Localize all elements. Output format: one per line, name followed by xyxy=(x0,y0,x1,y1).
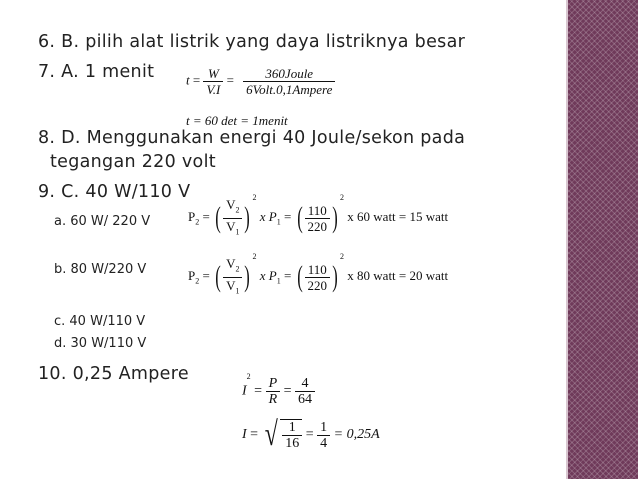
answer-8-line2: tegangan 220 volt xyxy=(50,152,216,172)
answer-7: 7. A. 1 menit xyxy=(38,62,155,82)
formula-9b: $P_2$ = ( $\frac{V_2}{V_1}$ )$^2$ x $P_1$ = ( $\frac{110}{220}$ )$^2$ x 80 watt = 20 watt xyxy=(188,252,449,296)
decorative-sidebar xyxy=(568,0,638,479)
formula-9a: $P_2$ = ( $\frac{V_2}{V_1}$ )$^2$ x $P_1$ = ( $\frac{110}{220}$ )$^2$ x 60 watt = 15 watt xyxy=(188,193,449,237)
formula-7-t: t xyxy=(186,72,190,88)
answer-9-option-a: a. 60 W/ 220 V xyxy=(54,214,151,229)
answer-10: 10. 0,25 Ampere xyxy=(38,364,189,384)
formula-7-frac2: $\frac{\text{360Joule}}{\text{6Volt.0,1Ampere}}$ xyxy=(243,66,335,97)
formula-7-line2: t = 60 det = 1menit xyxy=(186,113,288,128)
answer-8-line1: 8. D. Menggunakan energi 40 Joule/sekon pada xyxy=(38,128,466,148)
answer-6: 6. B. pilih alat listrik yang daya listriknya besar xyxy=(38,32,466,52)
formula-7-line1: t = $\frac{W}{V.I}$ = $\frac{\text{360Joule}}{\text{6Volt.0,1Ampere}}$ xyxy=(186,66,335,97)
answer-9-option-c: c. 40 W/110 V xyxy=(54,314,146,329)
formula-10-line2: I = √ $\frac{1}{16}$ = $\frac{1}{4}$ = 0,25A xyxy=(242,416,380,453)
formula-10-line1: $I^2$ = $\frac{P}{R}$ = $\frac{4}{64}$ xyxy=(242,376,315,407)
sqrt-icon: √ xyxy=(264,416,278,453)
formula-7-frac1: $\frac{W}{V.I}$ xyxy=(203,66,223,97)
answer-9-option-b: b. 80 W/220 V xyxy=(54,262,147,277)
answer-9: 9. C. 40 W/110 V xyxy=(38,182,191,202)
answer-9-option-d: d. 30 W/110 V xyxy=(54,336,147,351)
